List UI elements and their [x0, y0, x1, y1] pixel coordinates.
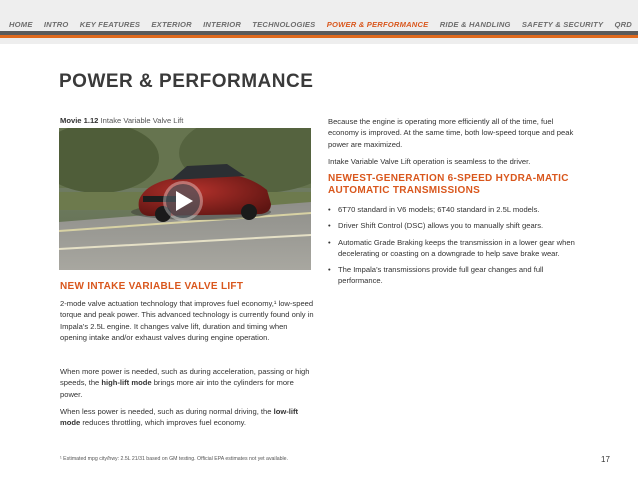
efficiency-paragraph: Because the engine is operating more efficiently all of the time, fuel economy is improved. At the same time, both low-speed torque and peak power are maximized. — [328, 117, 574, 149]
page-title: POWER & PERFORMANCE — [59, 71, 314, 92]
low-lift-paragraph — [60, 406, 315, 429]
list-item: • Driver Shift Control (DSC) allows you to manually shift gears. — [328, 220, 590, 231]
video-frame — [59, 128, 311, 270]
seamless-paragraph: Intake Variable Valve Lift operation is seamless to the driver. — [328, 156, 531, 166]
nav-ride-handling[interactable]: RIDE & HANDLING — [439, 19, 511, 29]
list-item: • 6T70 standard in V6 models; 6T40 standard in 2.5L models. — [328, 204, 590, 215]
right-column-text — [328, 116, 583, 167]
nav-qrd[interactable]: QRD — [614, 19, 632, 29]
movie-player[interactable] — [59, 128, 311, 270]
list-item: • The Impala’s transmissions provide full gear changes and full performance. — [328, 264, 590, 287]
header-rule-accent — [0, 35, 638, 38]
low-lift-mode-term: low-lift mode — [60, 407, 299, 428]
paragraph-text: 2-mode valve actuation technology that improves fuel economy,¹ low-speed torque and peak power. This advanced technology is currently found only in Impala’s 2.5L engine. It changes valve lift, duration and timing when opening intake and/or exhaust valves during engine operation. — [60, 299, 314, 342]
play-icon[interactable] — [163, 181, 203, 221]
footnote: ¹ Estimated mpg city/hwy: 2.5L 21/31 based on GM testing. Official EPA estimates not yet available. — [60, 456, 288, 462]
nav-home[interactable]: HOME — [9, 19, 33, 29]
section-heading-intake-valve-lift: NEW INTAKE VARIABLE VALVE LIFT — [60, 281, 244, 292]
nav-interior[interactable]: INTERIOR — [203, 19, 242, 29]
paragraph-text: When less power is needed, such as during normal driving, the — [60, 407, 274, 416]
paragraph-text: brings more air into the cylinders for more power. — [60, 378, 294, 399]
paragraph-text: reduces throttling, which improves fuel economy. — [80, 418, 246, 428]
nav-safety-security[interactable]: SAFETY & SECURITY — [521, 19, 604, 29]
nav-technologies[interactable]: TECHNOLOGIES — [252, 19, 316, 29]
movie-caption — [60, 116, 183, 125]
high-lift-mode-term: high-lift mode — [101, 378, 152, 388]
transmission-bullet-list — [328, 204, 590, 292]
high-lift-paragraph — [60, 366, 315, 400]
movie-caption-label: Movie 1.12 — [60, 116, 99, 125]
page-number: 17 — [601, 455, 610, 464]
nav-exterior[interactable]: EXTERIOR — [151, 19, 192, 29]
intake-valve-lift-paragraph — [60, 298, 315, 343]
nav-key-features[interactable]: KEY FEATURES — [79, 19, 141, 29]
list-item: • Automatic Grade Braking keeps the transmission in a lower gear when decelerating or coasting on a downgrade to help save brake wear. — [328, 237, 590, 260]
paragraph-text: When more power is needed, such as during acceleration, passing or high speeds, the — [60, 367, 310, 388]
nav-intro[interactable]: INTRO — [43, 19, 69, 29]
nav-power-performance[interactable]: POWER & PERFORMANCE — [326, 19, 429, 29]
section-heading-transmissions: NEWEST-GENERATION 6-SPEED HYDRA-MATIC AUTOMATIC TRANSMISSIONS — [328, 173, 569, 196]
movie-caption-text: Intake Variable Valve Lift — [98, 116, 184, 125]
